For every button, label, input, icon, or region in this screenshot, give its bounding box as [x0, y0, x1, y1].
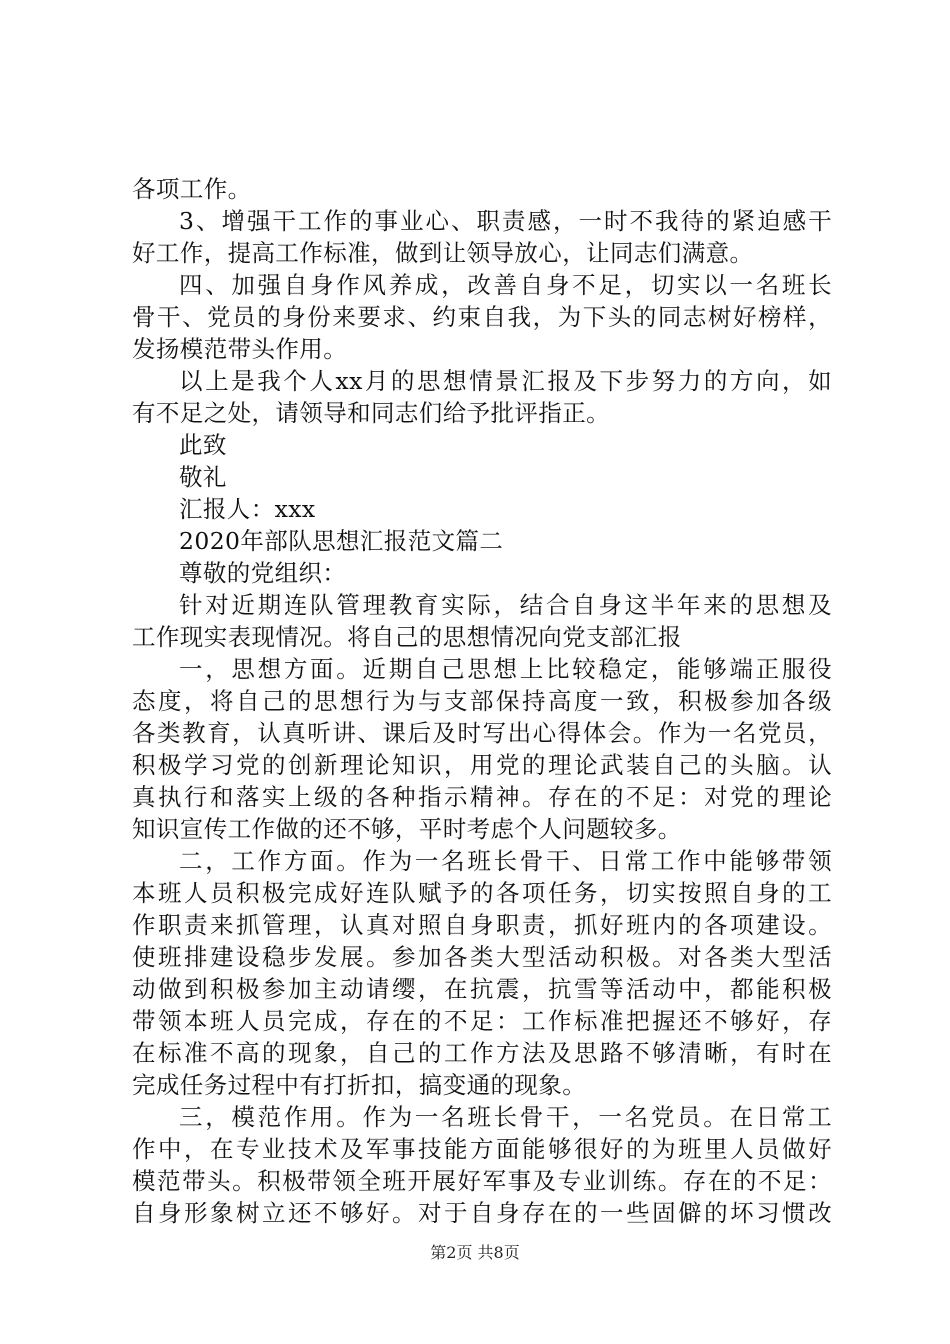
text-line: 工作现实表现情况。将自己的思想情况向党支部汇报 [132, 623, 682, 651]
text-line: 有不足之处，请领导和同志们给予批评指正。 [132, 399, 610, 427]
text-line: 汇报人：xxx [179, 495, 316, 523]
text-line: 自身形象树立还不够好。对于自身存在的一些固僻的坏习惯改 [132, 1199, 832, 1227]
text-line: 3、增强干工作的事业心、职责感，一时不我待的紧迫感干 [179, 207, 832, 235]
text-line: 四、加强自身作风养成，改善自身不足，切实以一名班长 [179, 271, 832, 299]
text-line: 知识宣传工作做的还不够，平时考虑个人问题较多。 [132, 815, 682, 843]
text-line: 真执行和落实上级的各种指示精神。存在的不足：对党的理论 [132, 783, 832, 811]
text-line: 作职责来抓管理，认真对照自身职责，抓好班内的各项建设。 [132, 911, 832, 939]
text-line: 带领本班人员完成，存在的不足：工作标准把握还不够好，存 [132, 1007, 832, 1035]
text-line: 积极学习党的创新理论知识，用党的理论武装自己的头脑。认 [132, 751, 832, 779]
text-line: 针对近期连队管理教育实际，结合自身这半年来的思想及 [179, 591, 832, 619]
text-line: 2020年部队思想汇报范文篇二 [179, 527, 504, 555]
text-line: 模范带头。积极带领全班开展好军事及专业训练。存在的不足： [132, 1167, 832, 1195]
text-line: 在标准不高的现象，自己的工作方法及思路不够清晰，有时在 [132, 1039, 832, 1067]
text-line: 一，思想方面。近期自己思想上比较稳定，能够端正服役 [179, 655, 832, 683]
text-line: 敬礼 [179, 463, 227, 491]
document-body [132, 173, 832, 1229]
text-line: 二，工作方面。作为一名班长骨干、日常工作中能够带领 [179, 847, 832, 875]
text-line: 各项工作。 [132, 175, 252, 203]
page-footer: 第2页 共8页 [430, 1243, 520, 1262]
text-line: 发扬模范带头作用。 [132, 335, 348, 363]
text-line: 使班排建设稳步发展。参加各类大型活动积极。对各类大型活 [132, 943, 832, 971]
text-line: 完成任务过程中有打折扣，搞变通的现象。 [132, 1071, 587, 1099]
text-line: 各类教育，认真听讲、课后及时写出心得体会。作为一名党员， [132, 719, 832, 747]
text-line: 三，模范作用。作为一名班长骨干，一名党员。在日常工 [179, 1103, 832, 1131]
text-line: 骨干、党员的身份来要求、约束自我，为下头的同志树好榜样， [132, 303, 832, 331]
text-line: 态度，将自己的思想行为与支部保持高度一致，积极参加各级 [132, 687, 832, 715]
text-line: 以上是我个人xx月的思想情景汇报及下步努力的方向，如 [179, 367, 832, 395]
text-line: 此致 [179, 431, 227, 459]
text-line: 作中，在专业技术及军事技能方面能够很好的为班里人员做好 [132, 1135, 832, 1163]
text-line: 好工作，提高工作标准，做到让领导放心，让同志们满意。 [132, 239, 754, 267]
text-line: 尊敬的党组织： [179, 559, 347, 587]
text-line: 本班人员积极完成好连队赋予的各项任务，切实按照自身的工 [132, 879, 832, 907]
text-line: 动做到积极参加主动请缨，在抗震，抗雪等活动中，都能积极 [132, 975, 832, 1003]
